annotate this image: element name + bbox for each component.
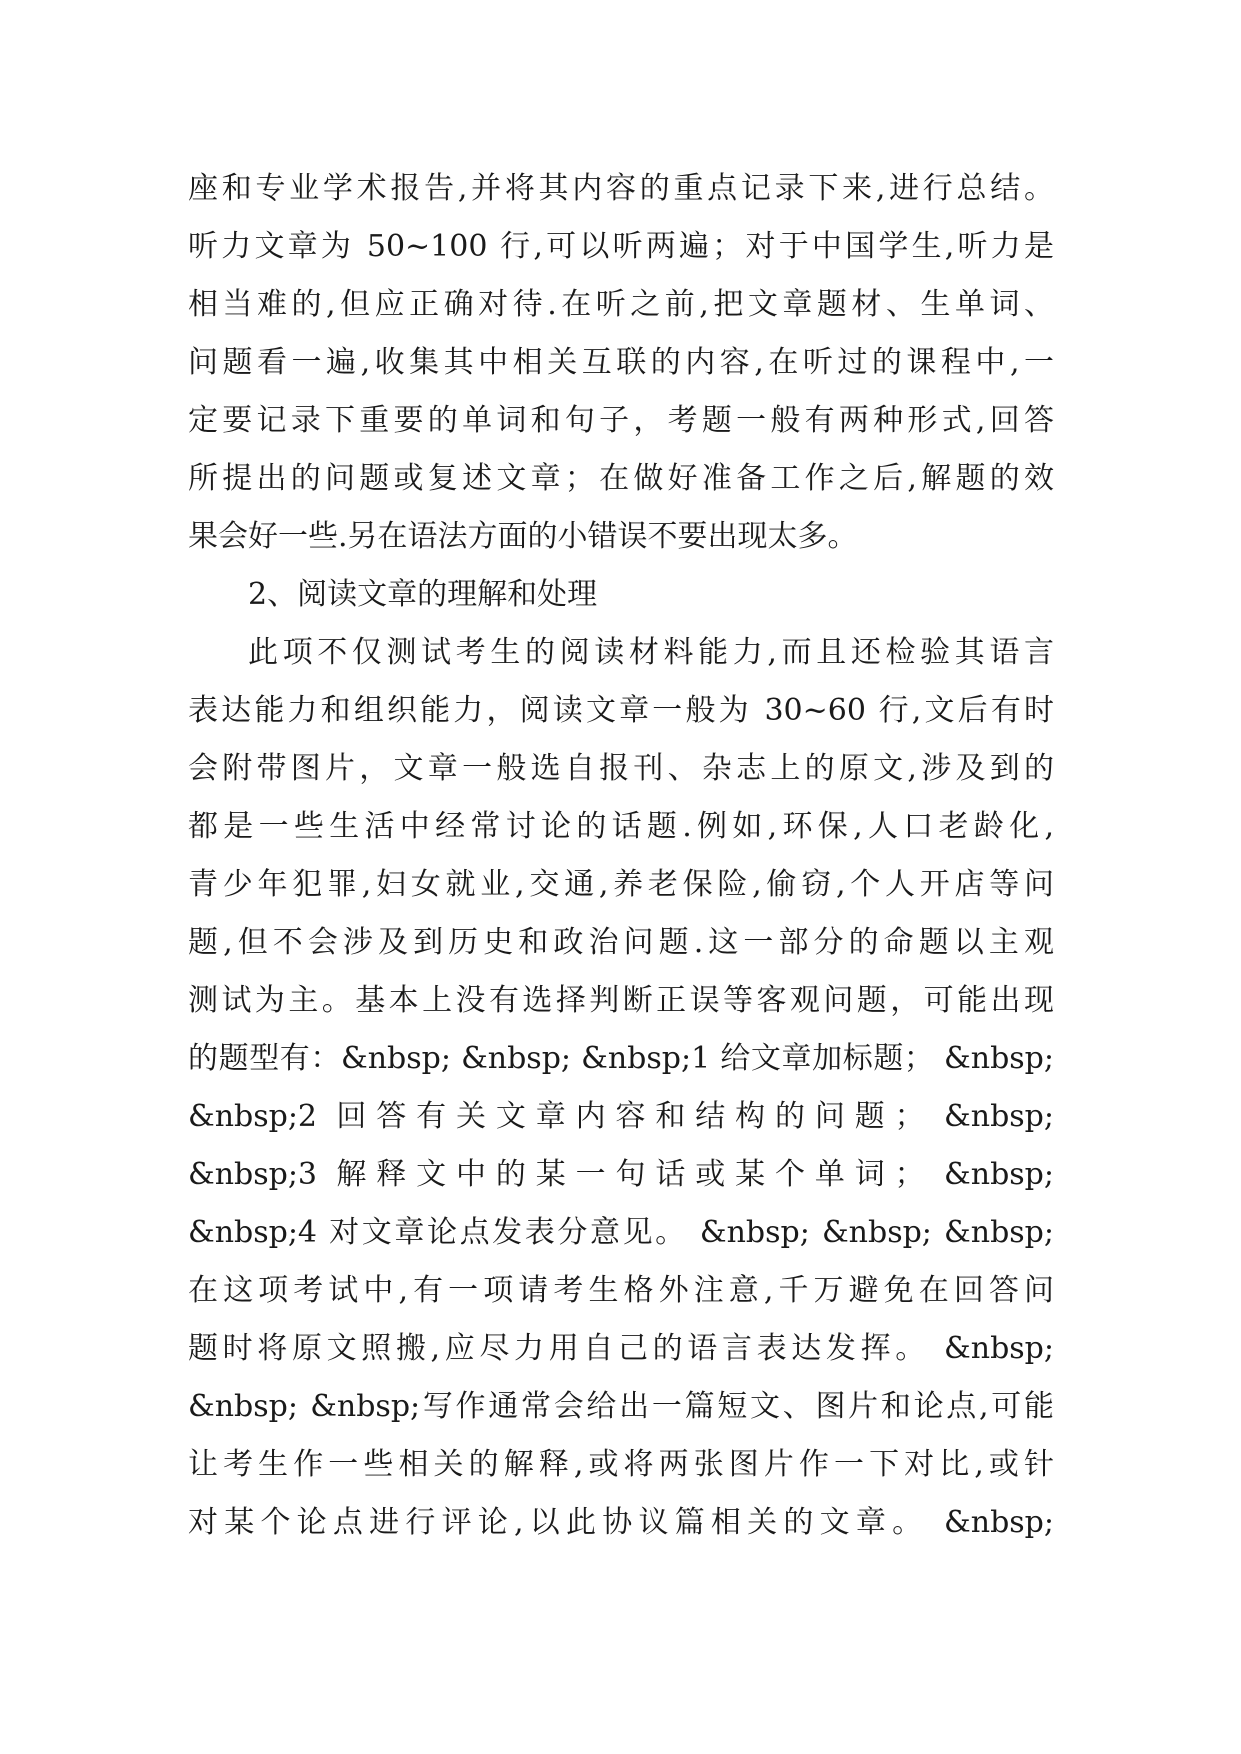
text-line: &nbsp;4 对文章论点发表分意见。 &nbsp; &nbsp; &nbsp; — [188, 1215, 1054, 1250]
text-line: 都是一些生活中经常讨论的话题.例如,环保,人口老龄化, — [188, 809, 1054, 844]
text-line: 题时将原文照搬,应尽力用自己的语言表达发挥。 &nbsp; — [188, 1331, 1054, 1366]
text-line: 青少年犯罪,妇女就业,交通,养老保险,偷窃,个人开店等问 — [188, 867, 1054, 902]
text-line: &nbsp;3 解释文中的某一句话或某个单词； &nbsp; — [188, 1157, 1054, 1192]
text-line: 题,但不会涉及到历史和政治问题.这一部分的命题以主观 — [188, 925, 1054, 960]
text-line: 在这项考试中,有一项请考生格外注意,千万避免在回答问 — [188, 1273, 1054, 1308]
body-text — [188, 160, 1054, 1552]
text-line: 相当难的,但应正确对待.在听之前,把文章题材、生单词、 — [188, 287, 1054, 322]
text-line: 让考生作一些相关的解释,或将两张图片作一下对比,或针 — [188, 1447, 1054, 1482]
text-line: 听力文章为 50~100 行,可以听两遍；对于中国学生,听力是 — [188, 229, 1054, 264]
text-line: 的题型有：&nbsp; &nbsp; &nbsp;1 给文章加标题； &nbsp; — [188, 1041, 1054, 1076]
text-line: &nbsp;2 回答有关文章内容和结构的问题； &nbsp; — [188, 1099, 1054, 1134]
text-line: 所提出的问题或复述文章；在做好准备工作之后,解题的效 — [188, 461, 1054, 496]
text-line: 果会好一些.另在语法方面的小错误不要出现太多。 — [188, 519, 858, 554]
text-line: 此项不仅测试考生的阅读材料能力,而且还检验其语言 — [248, 635, 1054, 670]
text-line: 问题看一遍,收集其中相关互联的内容,在听过的课程中,一 — [188, 345, 1054, 380]
text-line: 表达能力和组织能力，阅读文章一般为 30~60 行,文后有时 — [188, 693, 1054, 728]
text-line: 测试为主。基本上没有选择判断正误等客观问题，可能出现 — [188, 983, 1054, 1018]
section-heading: 2、阅读文章的理解和处理 — [248, 577, 598, 612]
text-line: 定要记录下重要的单词和句子，考题一般有两种形式,回答 — [188, 403, 1054, 438]
text-line: 会附带图片，文章一般选自报刊、杂志上的原文,涉及到的 — [188, 751, 1054, 786]
text-line: 座和专业学术报告,并将其内容的重点记录下来,进行总结。 — [188, 171, 1054, 206]
text-line: &nbsp; &nbsp;写作通常会给出一篇短文、图片和论点,可能 — [188, 1389, 1054, 1424]
text-line: 对某个论点进行评论,以此协议篇相关的文章。 &nbsp; — [188, 1505, 1054, 1540]
